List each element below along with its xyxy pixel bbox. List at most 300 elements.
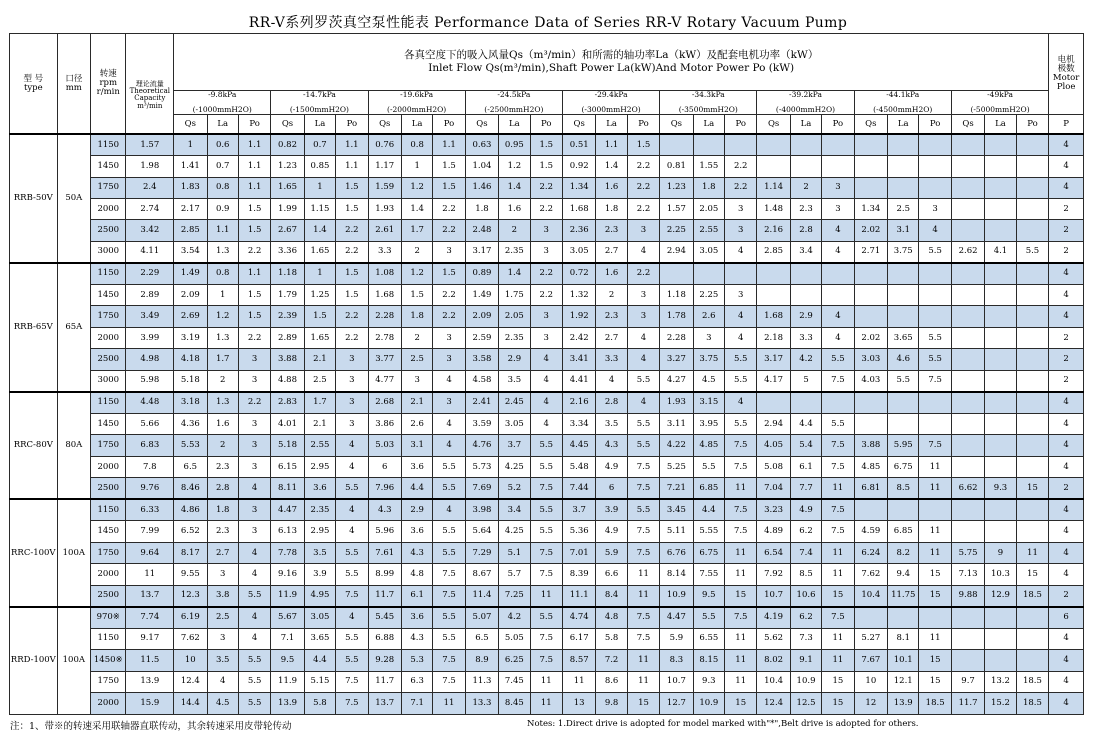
la-cell: 4.9 [596,456,627,477]
la-cell: 5.5 [693,456,724,477]
po-cell: 7.5 [627,521,659,542]
po-cell: 3 [238,521,270,542]
qs-cell: 7.67 [854,650,887,671]
la-cell: 1.7 [304,392,335,413]
pole-cell: 4 [1049,177,1084,198]
table-row [10,306,1084,327]
qs-cell: 1.14 [757,177,790,198]
la-cell: 2.5 [304,370,335,391]
speed-cell: 3000 [91,241,126,262]
capacity-header: 理论流量 Theoretical Capacity m³/min [126,58,174,134]
qs-cell: 6.54 [757,542,790,563]
la-cell [693,263,724,284]
la-cell: 6.6 [596,564,627,585]
la-cell: 13.9 [888,693,919,715]
la-cell: 5.05 [499,628,530,649]
la-cell: 15.2 [985,693,1016,715]
po-cell: 15 [822,693,854,715]
qs-cell [660,134,693,155]
qs-cell: 1.93 [368,198,401,219]
po-cell: 2.2 [725,156,757,177]
table-row [10,263,1084,284]
la-cell [888,607,919,628]
pressure-header [951,90,1048,115]
pole-cell: 4 [1049,499,1084,520]
po-cell: 3 [627,220,659,241]
po-cell: 11 [919,478,951,499]
la-cell: 1.65 [304,241,335,262]
la-cell: 6.1 [401,585,432,606]
pressure-mmh2o: (-5000mmH2O) [970,105,1030,115]
qs-cell [951,499,984,520]
po-cell: 2.2 [530,198,562,219]
la-cell [985,220,1016,241]
po-cell: 3 [336,349,368,370]
sub-header-qs: Qs [757,115,790,134]
table-row [10,134,1084,155]
po-cell: 5.5 [627,499,659,520]
qs-cell [951,284,984,305]
po-cell: 11 [725,628,757,649]
capacity-cell: 13.7 [126,585,174,606]
model-caliber: 50A [57,134,90,263]
po-cell: 3 [336,392,368,413]
po-cell: 7.5 [822,607,854,628]
po-cell: 7.5 [336,693,368,715]
po-cell: 5.5 [336,478,368,499]
la-cell: 2 [596,284,627,305]
po-cell [1016,156,1049,177]
qs-cell: 5.45 [368,607,401,628]
qs-cell: 6.24 [854,542,887,563]
po-cell: 3 [725,220,757,241]
po-cell [1016,499,1049,520]
qs-cell: 5.96 [368,521,401,542]
la-cell: 2.7 [596,241,627,262]
po-cell: 3 [433,241,465,262]
po-cell: 5.5 [627,413,659,434]
po-cell: 5.5 [530,607,562,628]
qs-cell: 3.88 [271,349,304,370]
po-cell: 7.5 [530,478,562,499]
qs-cell: 3.23 [757,499,790,520]
po-cell: 5.5 [433,607,465,628]
la-cell: 2 [499,220,530,241]
qs-cell: 4.77 [368,370,401,391]
la-cell: 2 [790,177,821,198]
sub-header-la: La [985,115,1016,134]
po-cell: 5.5 [530,435,562,456]
la-cell: 3.5 [499,370,530,391]
qs-cell: 11.7 [368,671,401,692]
la-cell: 3.5 [207,650,238,671]
qs-cell: 1.78 [660,306,693,327]
la-cell: 2.3 [790,198,821,219]
po-cell: 3 [336,413,368,434]
po-cell: 7.5 [919,370,951,391]
po-cell: 2.2 [336,306,368,327]
pressure-kpa: -14.7kPa [302,90,336,99]
la-cell: 1.4 [304,220,335,241]
qs-cell: 4.47 [660,607,693,628]
qs-cell: 2.09 [174,284,207,305]
la-cell: 3.7 [499,435,530,456]
po-cell: 2.2 [627,263,659,284]
po-cell: 2.2 [238,392,270,413]
capacity-cell: 3.42 [126,220,174,241]
model-name: RRB-65V [10,263,58,392]
qs-cell: 1.83 [174,177,207,198]
qs-cell: 8.67 [465,564,498,585]
qs-cell: 2.25 [660,220,693,241]
po-cell: 11 [919,542,951,563]
table-row [10,542,1084,563]
po-cell [1016,177,1049,198]
po-cell: 1.1 [336,156,368,177]
la-cell: 7.1 [401,693,432,715]
pressure-header [271,90,368,115]
qs-cell: 8.3 [660,650,693,671]
qs-cell: 4.47 [271,499,304,520]
qs-cell: 2.16 [562,392,595,413]
po-cell: 2.2 [627,177,659,198]
po-cell: 3 [530,241,562,262]
qs-cell [854,263,887,284]
qs-cell: 8.14 [660,564,693,585]
pole-cell: 4 [1049,693,1084,715]
po-cell: 4 [530,392,562,413]
la-cell [985,284,1016,305]
la-cell: 4.3 [401,542,432,563]
sub-header-qs: Qs [271,115,304,134]
qs-cell: 13 [562,693,595,715]
la-cell: 5.15 [304,671,335,692]
la-cell: 6.85 [693,478,724,499]
qs-cell: 6.19 [174,607,207,628]
po-cell [1016,521,1049,542]
la-cell: 0.9 [207,198,238,219]
la-cell: 2.55 [693,220,724,241]
qs-cell: 1.99 [271,198,304,219]
model-name: RRC-100V [10,499,58,606]
po-cell: 5.5 [433,456,465,477]
qs-cell: 5.64 [465,521,498,542]
speed-cell: 1150 [91,628,126,649]
po-cell: 7.5 [725,456,757,477]
la-cell: 4.25 [499,456,530,477]
la-cell: 0.85 [304,156,335,177]
qs-cell: 2.18 [757,327,790,348]
capacity-cell: 5.66 [126,413,174,434]
po-cell: 4 [822,327,854,348]
la-cell: 2.9 [401,499,432,520]
la-cell: 9.3 [985,478,1016,499]
la-cell: 3.75 [888,241,919,262]
performance-table [9,33,1084,715]
pressure-kpa: -19.6kPa [400,90,434,99]
qs-cell: 10.7 [660,671,693,692]
qs-cell: 10.4 [854,585,887,606]
la-cell: 1.6 [207,413,238,434]
qs-cell: 5.27 [854,628,887,649]
la-cell: 2.05 [499,306,530,327]
la-cell [888,284,919,305]
qs-cell: 3.98 [465,499,498,520]
po-cell: 11 [627,585,659,606]
qs-cell: 1.49 [174,263,207,284]
po-cell: 2.2 [725,177,757,198]
qs-cell: 5.48 [562,456,595,477]
qs-cell: 3.17 [465,241,498,262]
table-row [10,327,1084,348]
qs-cell: 1.18 [271,263,304,284]
la-cell: 1 [304,263,335,284]
qs-cell [854,392,887,413]
qs-cell: 3.59 [465,413,498,434]
la-cell [888,134,919,155]
table-row [10,392,1084,413]
qs-cell: 3.27 [660,349,693,370]
po-cell: 18.5 [1016,585,1049,606]
capacity-cell: 7.99 [126,521,174,542]
qs-cell: 2.94 [660,241,693,262]
speed-cell: 1750 [91,306,126,327]
pole-cell: 4 [1049,413,1084,434]
la-cell: 6.2 [790,521,821,542]
la-cell: 7.4 [790,542,821,563]
pole-cell: 2 [1049,241,1084,262]
speed-cell: 1750 [91,542,126,563]
speed-cell: 1150 [91,263,126,284]
qs-cell [854,413,887,434]
po-cell: 3 [238,499,270,520]
la-cell [985,413,1016,434]
table-row [10,156,1084,177]
qs-cell: 1.93 [660,392,693,413]
pressure-kpa: -44.1kPa [886,90,920,99]
qs-cell: 1.17 [368,156,401,177]
po-cell: 7.5 [433,585,465,606]
po-cell: 5.5 [919,241,951,262]
po-cell: 2.2 [336,327,368,348]
speed-cell: 970※ [91,607,126,628]
model-caliber: 65A [57,263,90,392]
qs-cell: 1.79 [271,284,304,305]
la-cell: 3.3 [596,349,627,370]
la-cell: 4 [596,370,627,391]
qs-cell: 4.85 [854,456,887,477]
po-cell: 2.2 [238,327,270,348]
qs-cell: 1.41 [174,156,207,177]
qs-cell [757,134,790,155]
qs-cell: 2.61 [368,220,401,241]
qs-cell: 2.28 [660,327,693,348]
po-cell: 7.5 [725,521,757,542]
qs-cell: 6 [368,456,401,477]
la-cell: 4.95 [304,585,335,606]
capacity-cell: 2.4 [126,177,174,198]
la-cell: 6.85 [888,521,919,542]
pressure-header [660,90,757,115]
po-cell: 3 [238,456,270,477]
qs-cell: 11.1 [562,585,595,606]
speed-cell: 1750 [91,671,126,692]
la-cell: 2.95 [304,521,335,542]
qs-cell [951,220,984,241]
speed-cell: 1450 [91,284,126,305]
po-cell [1016,435,1049,456]
po-cell: 4 [336,435,368,456]
la-cell [985,263,1016,284]
la-cell: 8.2 [888,542,919,563]
la-cell: 3.5 [304,542,335,563]
qs-cell: 2.36 [562,220,595,241]
qs-cell: 0.89 [465,263,498,284]
qs-cell [854,134,887,155]
pressure-header [854,90,951,115]
qs-cell [757,263,790,284]
qs-cell: 3.54 [174,241,207,262]
group-header-cn: 各真空度下的吸入风量Qs（m³/min）和所需的轴功率La（kW）及配套电机功率（kW） [404,48,819,61]
la-cell: 1.1 [207,220,238,241]
po-cell: 11 [725,650,757,671]
po-cell: 3 [238,370,270,391]
motor-pole-header: 电机 极数 Motor Ploe [1049,34,1084,115]
la-cell: 0.8 [207,263,238,284]
qs-cell [854,607,887,628]
la-cell: 1.2 [401,263,432,284]
pressure-header [465,90,562,115]
qs-cell: 2.68 [368,392,401,413]
po-cell: 3 [725,284,757,305]
la-cell: 2.3 [596,220,627,241]
po-cell: 5.5 [1016,241,1049,262]
capacity-header-spacer [126,34,174,58]
qs-cell: 2.67 [271,220,304,241]
capacity-cell: 11 [126,564,174,585]
po-cell: 4 [336,607,368,628]
la-cell: 8.45 [499,693,530,715]
po-cell: 4 [725,327,757,348]
note-chinese: 注：1、带※的转速采用联轴器直联传动，其余转速采用皮带轮传动 [10,721,292,732]
speed-cell: 2000 [91,564,126,585]
po-cell [919,263,951,284]
qs-cell: 4.41 [562,370,595,391]
qs-cell [757,392,790,413]
capacity-cell: 9.64 [126,542,174,563]
table-row [10,370,1084,391]
qs-cell: 12.4 [174,671,207,692]
qs-cell: 4.45 [562,435,595,456]
la-cell: 1.8 [207,499,238,520]
po-cell: 15 [919,585,951,606]
qs-cell: 4.27 [660,370,693,391]
po-cell: 7.5 [822,435,854,456]
qs-cell: 3.05 [562,241,595,262]
la-cell: 7.7 [790,478,821,499]
qs-cell: 2.83 [271,392,304,413]
pressure-mmh2o: (-3500mmH2O) [678,105,738,115]
la-cell: 0.95 [499,134,530,155]
qs-cell: 14.4 [174,693,207,715]
qs-cell: 6.81 [854,478,887,499]
table-row [10,413,1084,434]
po-cell: 11 [919,456,951,477]
la-cell: 2.7 [207,542,238,563]
la-cell [888,499,919,520]
po-cell: 15 [725,585,757,606]
qs-cell: 13.3 [465,693,498,715]
la-cell: 1 [401,156,432,177]
la-cell: 1.8 [596,198,627,219]
sub-header-qs: Qs [854,115,887,134]
po-cell: 1.5 [433,177,465,198]
qs-cell: 1.49 [465,284,498,305]
la-cell: 5.55 [693,521,724,542]
qs-cell: 1 [174,134,207,155]
po-cell [822,284,854,305]
pole-cell: 4 [1049,628,1084,649]
qs-cell: 0.76 [368,134,401,155]
la-cell [888,177,919,198]
la-cell: 5.1 [499,542,530,563]
la-cell: 5.4 [790,435,821,456]
qs-cell: 8.02 [757,650,790,671]
qs-cell: 8.57 [562,650,595,671]
sub-header-po: Po [238,115,270,134]
table-row [10,349,1084,370]
la-cell [985,134,1016,155]
model-name: RRD-100V [10,607,58,715]
qs-cell [951,177,984,198]
la-cell [790,284,821,305]
qs-cell: 3.45 [660,499,693,520]
la-cell: 5.7 [499,564,530,585]
la-cell: 8.4 [596,585,627,606]
la-cell [985,456,1016,477]
qs-cell: 2.39 [271,306,304,327]
speed-cell: 1150 [91,134,126,155]
qs-cell: 11.9 [271,585,304,606]
po-cell: 1.5 [238,306,270,327]
capacity-cell: 4.98 [126,349,174,370]
la-cell: 2.35 [499,327,530,348]
la-cell: 1.3 [207,392,238,413]
qs-cell: 9.28 [368,650,401,671]
po-cell: 5.5 [919,349,951,370]
table-row [10,521,1084,542]
qs-cell [854,306,887,327]
qs-cell: 4.74 [562,607,595,628]
qs-cell: 3.19 [174,327,207,348]
qs-cell: 9.7 [951,671,984,692]
speed-cell: 2500 [91,478,126,499]
la-cell: 7.45 [499,671,530,692]
qs-cell: 7.69 [465,478,498,499]
qs-cell: 3.58 [465,349,498,370]
po-cell: 1.1 [238,134,270,155]
pole-cell: 2 [1049,220,1084,241]
sub-header-la: La [790,115,821,134]
po-cell: 1.1 [238,263,270,284]
la-cell: 4.4 [304,650,335,671]
la-cell: 3.4 [790,241,821,262]
la-cell: 10.9 [790,671,821,692]
qs-cell: 6.52 [174,521,207,542]
qs-cell: 1.68 [368,284,401,305]
la-cell: 3.6 [401,456,432,477]
qs-cell: 7.29 [465,542,498,563]
